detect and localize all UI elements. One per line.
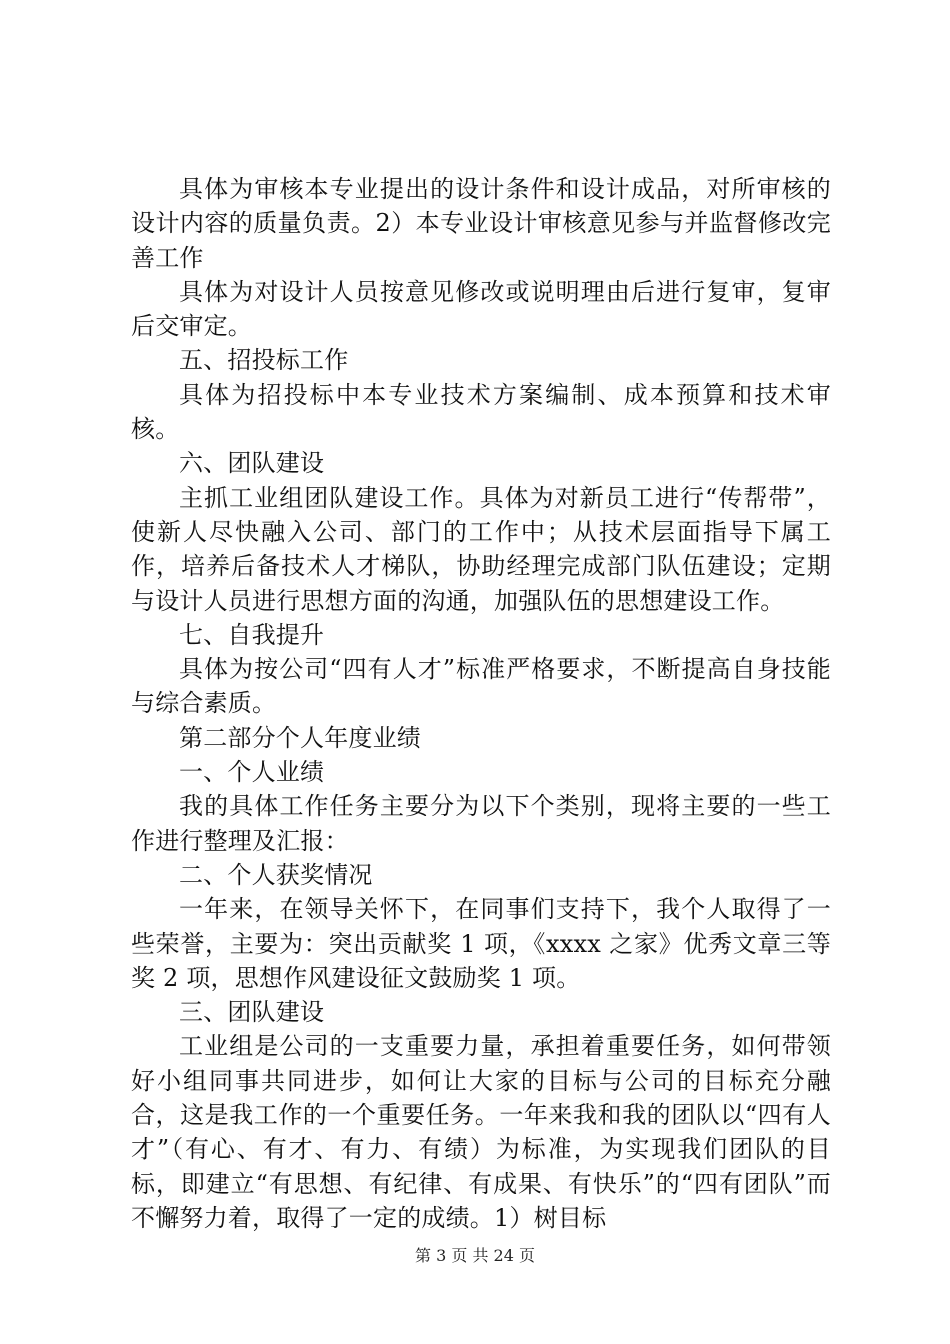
paragraph: 具体为审核本专业提出的设计条件和设计成品，对所审核的设计内容的质量负责。2）本专业设计审核意见参与并监督修改完善工作 xyxy=(131,175,831,272)
section-heading: 六、团队建设 xyxy=(179,449,325,478)
paragraph: 我的具体工作任务主要分为以下个类别，现将主要的一些工作进行整理及汇报： xyxy=(131,792,831,855)
document-body xyxy=(131,172,831,1235)
paragraph: 工业组是公司的一支重要力量，承担着重要任务，如何带领好小组同事共同进步，如何让大家的目标与公司的目标充分融合，这是我工作的一个重要任务。一年来我和我的团队以“四有人才”（有心、有才、有力、有绩）为标准，为实现我们团队的目标，即建立“有思想、有纪律、有成果、有快乐”的“四有团队”而不懈努力着，取得了一定的成绩。1）树目标 xyxy=(131,1032,831,1232)
section-heading: 七、自我提升 xyxy=(179,620,325,649)
part-heading: 第二部分个人年度业绩 xyxy=(179,723,421,752)
paragraph: 主抓工业组团队建设工作。具体为对新员工进行“传帮带”，使新人尽快融入公司、部门的工作中；从技术层面指导下属工作，培养后备技术人才梯队，协助经理完成部门队伍建设；定期与设计人员进行思想方面的沟通，加强队伍的思想建设工作。 xyxy=(131,483,831,615)
section-heading: 一、个人业绩 xyxy=(179,758,325,787)
section-heading: 三、团队建设 xyxy=(179,998,325,1027)
section-heading: 五、招投标工作 xyxy=(179,346,349,375)
page-number-footer: 第 3 页 共 24 页 xyxy=(415,1246,535,1265)
paragraph: 具体为按公司“四有人才”标准严格要求，不断提高自身技能与综合素质。 xyxy=(131,655,831,718)
paragraph: 具体为招投标中本专业技术方案编制、成本预算和技术审核。 xyxy=(131,380,831,444)
paragraph: 具体为对设计人员按意见修改或说明理由后进行复审，复审后交审定。 xyxy=(131,277,831,341)
section-heading: 二、个人获奖情况 xyxy=(179,860,373,889)
paragraph: 一年来，在领导关怀下，在同事们支持下，我个人取得了一些荣誉，主要为：突出贡献奖 1 项，《xxxx 之家》优秀文章三等奖 2 项，思想作风建设征文鼓励奖 1 项。 xyxy=(131,895,831,992)
